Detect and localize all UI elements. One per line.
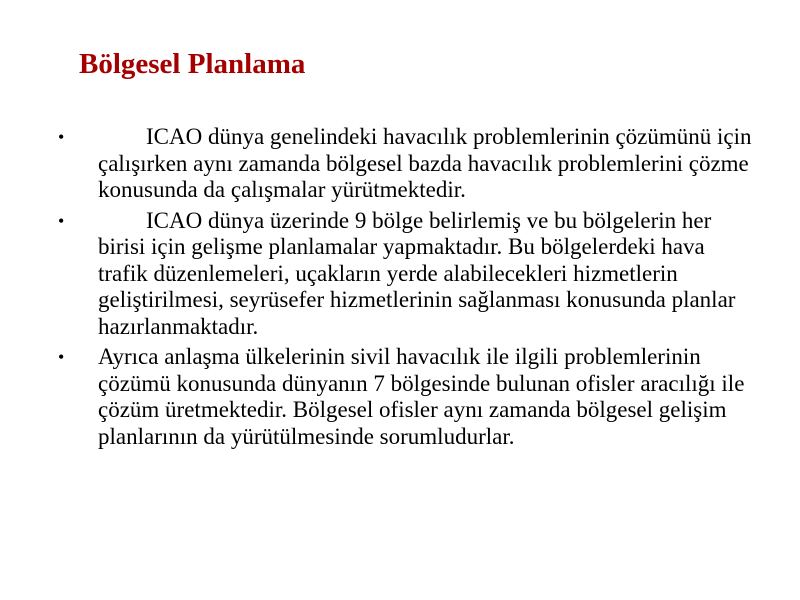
bullet-icon: • [58,347,65,367]
bullet-item [0,124,800,204]
bullet-text: ICAO dünya genelindeki havacılık problemlerinin çözümünü için çalışırken aynı zamanda bölgesel bazda havacılık problemlerini çözme konusunda da çalışmalar yürütmektedir. [98,124,752,202]
bullet-icon: • [58,127,65,147]
bullet-item [0,208,800,341]
bullet-text: Ayrıca anlaşma ülkelerinin sivil havacılık ile ilgili problemlerinin çözümü konusunda dünyanın 7 bölgesinde bulunan ofisler aracılığı ile çözüm üretmektedir. Bölgesel ofisler aynı zamanda bölgesel gelişim planlarının da yürütülmesinde sorumludurlar. [98,344,745,449]
bullet-icon: • [58,210,65,231]
bullet-item [0,344,800,450]
bullet-list [0,124,800,454]
bullet-text: ICAO dünya üzerinde 9 bölge belirlemiş ve bu bölgelerin her birisi için gelişme planlamalar yapmaktadır. Bu bölgelerdeki hava trafik düzenlemeleri, uçakların yerde alabilecekleri hizmetlerin geliştirilmesi, seyrüsefer hizmetlerinin sağlanması konusunda planlar hazırlanmaktadır. [98,207,736,339]
slide-title: Bölgesel Planlama [79,48,306,80]
